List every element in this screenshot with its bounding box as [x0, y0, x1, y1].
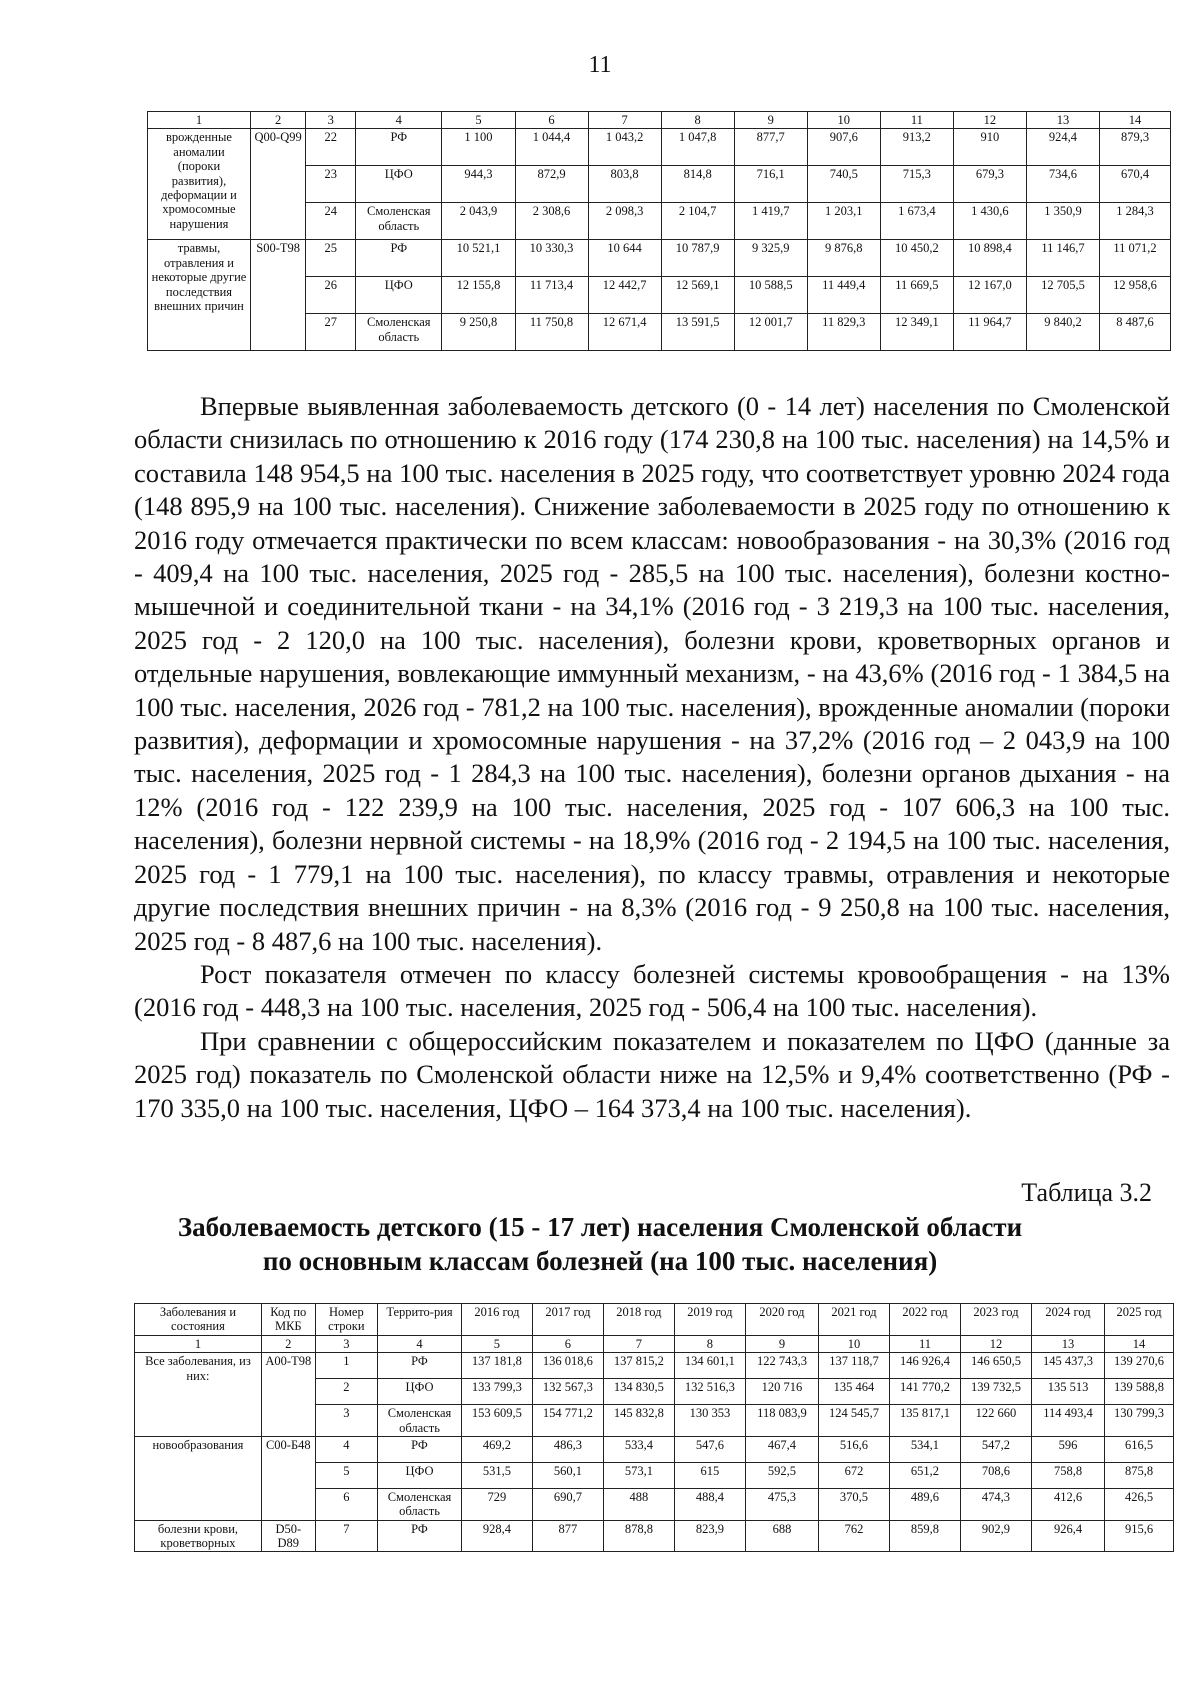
value-cell: 489,6 [889, 1488, 960, 1520]
value-cell: 137 118,7 [819, 1353, 890, 1379]
value-cell: 10 588,5 [734, 277, 807, 314]
column-number: 6 [515, 112, 588, 129]
value-cell: 879,3 [1100, 129, 1171, 166]
value-cell: 1 047,8 [661, 129, 734, 166]
value-cell: 132 516,3 [674, 1379, 745, 1405]
disease-class: Все заболевания, из них: [135, 1353, 262, 1437]
column-header: Террито-рия [378, 1304, 462, 1336]
value-cell: 146 650,5 [960, 1353, 1031, 1379]
column-header: 2025 год [1105, 1304, 1174, 1336]
column-number: 5 [442, 112, 515, 129]
value-cell: 11 713,4 [515, 277, 588, 314]
value-cell: 734,6 [1026, 166, 1099, 203]
value-cell: 114 493,4 [1031, 1405, 1104, 1437]
value-cell: 154 771,2 [532, 1405, 603, 1437]
column-number: 9 [745, 1335, 818, 1352]
column-header: 2020 год [745, 1304, 818, 1336]
value-cell: 9 250,8 [442, 314, 515, 351]
value-cell: 12 155,8 [442, 277, 515, 314]
value-cell: 145 832,8 [603, 1405, 674, 1437]
value-cell: 124 545,7 [819, 1405, 890, 1437]
value-cell: 615 [674, 1462, 745, 1488]
value-cell: 1 284,3 [1100, 203, 1171, 240]
table-row [148, 129, 1171, 166]
column-header: 2017 год [532, 1304, 603, 1336]
value-cell: 716,1 [734, 166, 807, 203]
value-cell: 412,6 [1031, 1488, 1104, 1520]
value-cell: 715,3 [880, 166, 953, 203]
line-number: 4 [315, 1436, 377, 1462]
table-row [148, 240, 1171, 277]
value-cell: 907,6 [807, 129, 880, 166]
column-number: 3 [306, 112, 356, 129]
column-number-row [135, 1335, 1174, 1352]
value-cell: 475,3 [745, 1488, 818, 1520]
column-number: 14 [1105, 1335, 1174, 1352]
value-cell: 137 815,2 [603, 1353, 674, 1379]
value-cell: 924,4 [1026, 129, 1099, 166]
value-cell: 11 964,7 [953, 314, 1026, 351]
column-number: 4 [378, 1335, 462, 1352]
column-number: 8 [661, 112, 734, 129]
column-number: 12 [960, 1335, 1031, 1352]
value-cell: 823,9 [674, 1520, 745, 1552]
value-cell: 616,5 [1105, 1436, 1174, 1462]
value-cell: 12 349,1 [880, 314, 953, 351]
value-cell: 488 [603, 1488, 674, 1520]
paragraph: Рост показателя отмечен по классу болезней системы кровообращения - на 13% (2016 год - 448,3 на 100 тыс. населения, 2025 год - 506,4 на 100 тыс. населения). [134, 958, 1170, 1023]
table-title [0, 1210, 1200, 1278]
value-cell: 469,2 [461, 1436, 532, 1462]
paragraph: При сравнении с общероссийским показателем и показателем по ЦФО (данные за 2025 год) показатель по Смоленской области ниже на 12,5% и 9,4% соответственно (РФ - 170 335,0 на 100 тыс. населения, ЦФО – 164 373,4 на 100 тыс. населения). [134, 1025, 1170, 1123]
value-cell: 486,3 [532, 1436, 603, 1462]
value-cell: 135 464 [819, 1379, 890, 1405]
line-number: 6 [315, 1488, 377, 1520]
value-cell: 672 [819, 1462, 890, 1488]
value-cell: 814,8 [661, 166, 734, 203]
value-cell: 651,2 [889, 1462, 960, 1488]
header-row [135, 1304, 1174, 1336]
value-cell: 12 167,0 [953, 277, 1026, 314]
column-header: 2018 год [603, 1304, 674, 1336]
territory: ЦФО [378, 1379, 462, 1405]
value-cell: 1 673,4 [880, 203, 953, 240]
column-header: Заболевания и состояния [135, 1304, 262, 1336]
column-header: 2022 год [889, 1304, 960, 1336]
table-morbidity-15-17 [134, 1303, 1174, 1552]
value-cell: 1 044,4 [515, 129, 588, 166]
disease-class: травмы, отравления и некоторые другие последствия внешних причин [148, 240, 251, 351]
column-number: 6 [532, 1335, 603, 1352]
value-cell: 130 353 [674, 1405, 745, 1437]
line-number: 3 [315, 1405, 377, 1437]
value-cell: 878,8 [603, 1520, 674, 1552]
value-cell: 708,6 [960, 1462, 1031, 1488]
value-cell: 474,3 [960, 1488, 1031, 1520]
value-cell: 926,4 [1031, 1520, 1104, 1552]
value-cell: 740,5 [807, 166, 880, 203]
value-cell: 10 521,1 [442, 240, 515, 277]
value-cell: 10 644 [588, 240, 661, 277]
value-cell: 9 840,2 [1026, 314, 1099, 351]
value-cell: 762 [819, 1520, 890, 1552]
value-cell: 11 829,3 [807, 314, 880, 351]
column-number: 12 [953, 112, 1026, 129]
value-cell: 2 104,7 [661, 203, 734, 240]
value-cell: 118 083,9 [745, 1405, 818, 1437]
line-number: 22 [306, 129, 356, 166]
territory: ЦФО [356, 166, 442, 203]
value-cell: 516,6 [819, 1436, 890, 1462]
value-cell: 8 487,6 [1100, 314, 1171, 351]
column-number: 11 [880, 112, 953, 129]
value-cell: 2 098,3 [588, 203, 661, 240]
value-cell: 135 817,1 [889, 1405, 960, 1437]
column-number: 2 [250, 112, 305, 129]
value-cell: 136 018,6 [532, 1353, 603, 1379]
value-cell: 139 588,8 [1105, 1379, 1174, 1405]
value-cell: 910 [953, 129, 1026, 166]
line-number: 25 [306, 240, 356, 277]
territory: РФ [356, 240, 442, 277]
icd-code: С00-Б48 [261, 1436, 315, 1520]
value-cell: 130 799,3 [1105, 1405, 1174, 1437]
icd-code: D50-D89 [261, 1520, 315, 1552]
value-cell: 12 442,7 [588, 277, 661, 314]
column-number: 1 [135, 1335, 262, 1352]
column-number: 5 [461, 1335, 532, 1352]
territory: ЦФО [356, 277, 442, 314]
column-number: 11 [889, 1335, 960, 1352]
value-cell: 913,2 [880, 129, 953, 166]
table-row [135, 1353, 1174, 1379]
value-cell: 670,4 [1100, 166, 1171, 203]
value-cell: 1 043,2 [588, 129, 661, 166]
disease-class: врожденные аномалии (пороки развития), деформации и хромосомные нарушения [148, 129, 251, 240]
territory: Смоленская область [356, 314, 442, 351]
value-cell: 11 669,5 [880, 277, 953, 314]
line-number: 7 [315, 1520, 377, 1552]
value-cell: 758,8 [1031, 1462, 1104, 1488]
value-cell: 944,3 [442, 166, 515, 203]
value-cell: 13 591,5 [661, 314, 734, 351]
line-number: 27 [306, 314, 356, 351]
table-congenital-injuries [147, 111, 1171, 351]
column-header: Номер строки [315, 1304, 377, 1336]
value-cell: 573,1 [603, 1462, 674, 1488]
value-cell: 12 958,6 [1100, 277, 1171, 314]
table-title-line: по основным классам болезней (на 100 тыс. населения) [262, 1246, 938, 1276]
page-number: 11 [588, 52, 612, 78]
value-cell: 877 [532, 1520, 603, 1552]
value-cell: 803,8 [588, 166, 661, 203]
column-number: 7 [603, 1335, 674, 1352]
value-cell: 534,1 [889, 1436, 960, 1462]
column-header: 2023 год [960, 1304, 1031, 1336]
column-number: 10 [807, 112, 880, 129]
value-cell: 120 716 [745, 1379, 818, 1405]
column-number: 8 [674, 1335, 745, 1352]
value-cell: 141 770,2 [889, 1379, 960, 1405]
column-number: 13 [1026, 112, 1099, 129]
icd-code: S00-T98 [250, 240, 305, 351]
value-cell: 9 876,8 [807, 240, 880, 277]
paragraph: Впервые выявленная заболеваемость детского (0 - 14 лет) населения по Смоленской области снизилась по отношению к 2016 году (174 230,8 на 100 тыс. населения) на 14,5% и составила 148 954,5 на 100 тыс. населения в 2025 году, что соответствует уровню 2024 года (148 895,9 на 100 тыс. населения). Снижение заболеваемости в 2025 году по отношению к 2016 году отмечается практически по всем классам: новообразования - на 30,3% (2016 год - 409,4 на 100 тыс. населения, 2025 год - 285,5 на 100 тыс. населения), болезни костно-мышечной и соединительной ткани - на 34,1% (2016 год - 3 219,3 на 100 тыс. населения, 2025 год - 2 120,0 на 100 тыс. населения), болезни крови, кроветворных органов и отдельные нарушения, вовлекающие иммунный механизм, - на 43,6% (2016 год - 1 384,5 на 100 тыс. населения, 2026 год - 781,2 на 100 тыс. населения), врожденные аномалии (пороки развития), деформации и хромосомные нарушения - на 37,2% (2016 год – 2 043,9 на 100 тыс. населения, 2025 год - 1 284,3 на 100 тыс. населения), болезни органов дыхания - на 12% (2016 год - 122 239,9 на 100 тыс. населения, 2025 год - 107 606,3 на 100 тыс. населения), болезни нервной системы - на 18,9% (2016 год - 2 194,5 на 100 тыс. населения, 2025 год - 1 779,1 на 100 тыс. населения), по классу травмы, отравления и некоторые другие последствия внешних причин - на 8,3% (2016 год - 9 250,8 на 100 тыс. населения, 2025 год - 8 487,6 на 100 тыс. населения). [134, 391, 1170, 956]
value-cell: 132 567,3 [532, 1379, 603, 1405]
line-number: 26 [306, 277, 356, 314]
value-cell: 1 100 [442, 129, 515, 166]
value-cell: 134 830,5 [603, 1379, 674, 1405]
value-cell: 679,3 [953, 166, 1026, 203]
value-cell: 531,5 [461, 1462, 532, 1488]
column-header: 2016 год [461, 1304, 532, 1336]
territory: РФ [378, 1353, 462, 1379]
value-cell: 139 270,6 [1105, 1353, 1174, 1379]
value-cell: 135 513 [1031, 1379, 1104, 1405]
column-number: 3 [315, 1335, 377, 1352]
value-cell: 137 181,8 [461, 1353, 532, 1379]
value-cell: 122 743,3 [745, 1353, 818, 1379]
disease-class: новообразования [135, 1436, 262, 1520]
column-header: 2019 год [674, 1304, 745, 1336]
disease-class: болезни крови, кроветворных [135, 1520, 262, 1552]
value-cell: 560,1 [532, 1462, 603, 1488]
column-header: 2021 год [819, 1304, 890, 1336]
value-cell: 12 569,1 [661, 277, 734, 314]
territory: РФ [378, 1436, 462, 1462]
table-row [135, 1520, 1174, 1552]
territory: ЦФО [378, 1462, 462, 1488]
value-cell: 690,7 [532, 1488, 603, 1520]
body-text [134, 390, 1170, 1125]
value-cell: 10 787,9 [661, 240, 734, 277]
table-caption: Таблица 3.2 [1021, 1178, 1152, 1207]
value-cell: 145 437,3 [1031, 1353, 1104, 1379]
value-cell: 426,5 [1105, 1488, 1174, 1520]
territory: Смоленская область [378, 1405, 462, 1437]
value-cell: 122 660 [960, 1405, 1031, 1437]
icd-code: Q00-Q99 [250, 129, 305, 240]
value-cell: 547,2 [960, 1436, 1031, 1462]
territory: РФ [378, 1520, 462, 1552]
value-cell: 11 449,4 [807, 277, 880, 314]
line-number: 23 [306, 166, 356, 203]
value-cell: 533,4 [603, 1436, 674, 1462]
value-cell: 877,7 [734, 129, 807, 166]
value-cell: 11 071,2 [1100, 240, 1171, 277]
column-header: 2024 год [1031, 1304, 1104, 1336]
icd-code: А00-Т98 [261, 1353, 315, 1437]
value-cell: 592,5 [745, 1462, 818, 1488]
line-number: 1 [315, 1353, 377, 1379]
value-cell: 133 799,3 [461, 1379, 532, 1405]
value-cell: 2 043,9 [442, 203, 515, 240]
value-cell: 596 [1031, 1436, 1104, 1462]
value-cell: 9 325,9 [734, 240, 807, 277]
value-cell: 370,5 [819, 1488, 890, 1520]
territory: Смоленская область [378, 1488, 462, 1520]
line-number: 2 [315, 1379, 377, 1405]
line-number: 5 [315, 1462, 377, 1488]
column-number: 7 [588, 112, 661, 129]
value-cell: 134 601,1 [674, 1353, 745, 1379]
value-cell: 10 450,2 [880, 240, 953, 277]
column-number: 14 [1100, 112, 1171, 129]
value-cell: 11 750,8 [515, 314, 588, 351]
column-number: 13 [1031, 1335, 1104, 1352]
value-cell: 2 308,6 [515, 203, 588, 240]
value-cell: 12 705,5 [1026, 277, 1099, 314]
territory: Смоленская область [356, 203, 442, 240]
line-number: 24 [306, 203, 356, 240]
value-cell: 875,8 [1105, 1462, 1174, 1488]
value-cell: 872,9 [515, 166, 588, 203]
value-cell: 915,6 [1105, 1520, 1174, 1552]
value-cell: 12 671,4 [588, 314, 661, 351]
value-cell: 139 732,5 [960, 1379, 1031, 1405]
value-cell: 1 430,6 [953, 203, 1026, 240]
column-number: 4 [356, 112, 442, 129]
value-cell: 729 [461, 1488, 532, 1520]
value-cell: 688 [745, 1520, 818, 1552]
column-number: 2 [261, 1335, 315, 1352]
value-cell: 902,9 [960, 1520, 1031, 1552]
column-header: Код по МКБ [261, 1304, 315, 1336]
table-row [135, 1436, 1174, 1462]
value-cell: 488,4 [674, 1488, 745, 1520]
value-cell: 1 203,1 [807, 203, 880, 240]
column-number-row [148, 112, 1171, 129]
value-cell: 547,6 [674, 1436, 745, 1462]
table-title-line: Заболеваемость детского (15 - 17 лет) населения Смоленской области [177, 1212, 1023, 1242]
value-cell: 859,8 [889, 1520, 960, 1552]
value-cell: 146 926,4 [889, 1353, 960, 1379]
value-cell: 11 146,7 [1026, 240, 1099, 277]
column-number: 1 [148, 112, 251, 129]
value-cell: 1 350,9 [1026, 203, 1099, 240]
value-cell: 10 330,3 [515, 240, 588, 277]
column-number: 9 [734, 112, 807, 129]
value-cell: 1 419,7 [734, 203, 807, 240]
value-cell: 467,4 [745, 1436, 818, 1462]
territory: РФ [356, 129, 442, 166]
value-cell: 153 609,5 [461, 1405, 532, 1437]
value-cell: 928,4 [461, 1520, 532, 1552]
value-cell: 10 898,4 [953, 240, 1026, 277]
value-cell: 12 001,7 [734, 314, 807, 351]
column-number: 10 [819, 1335, 890, 1352]
